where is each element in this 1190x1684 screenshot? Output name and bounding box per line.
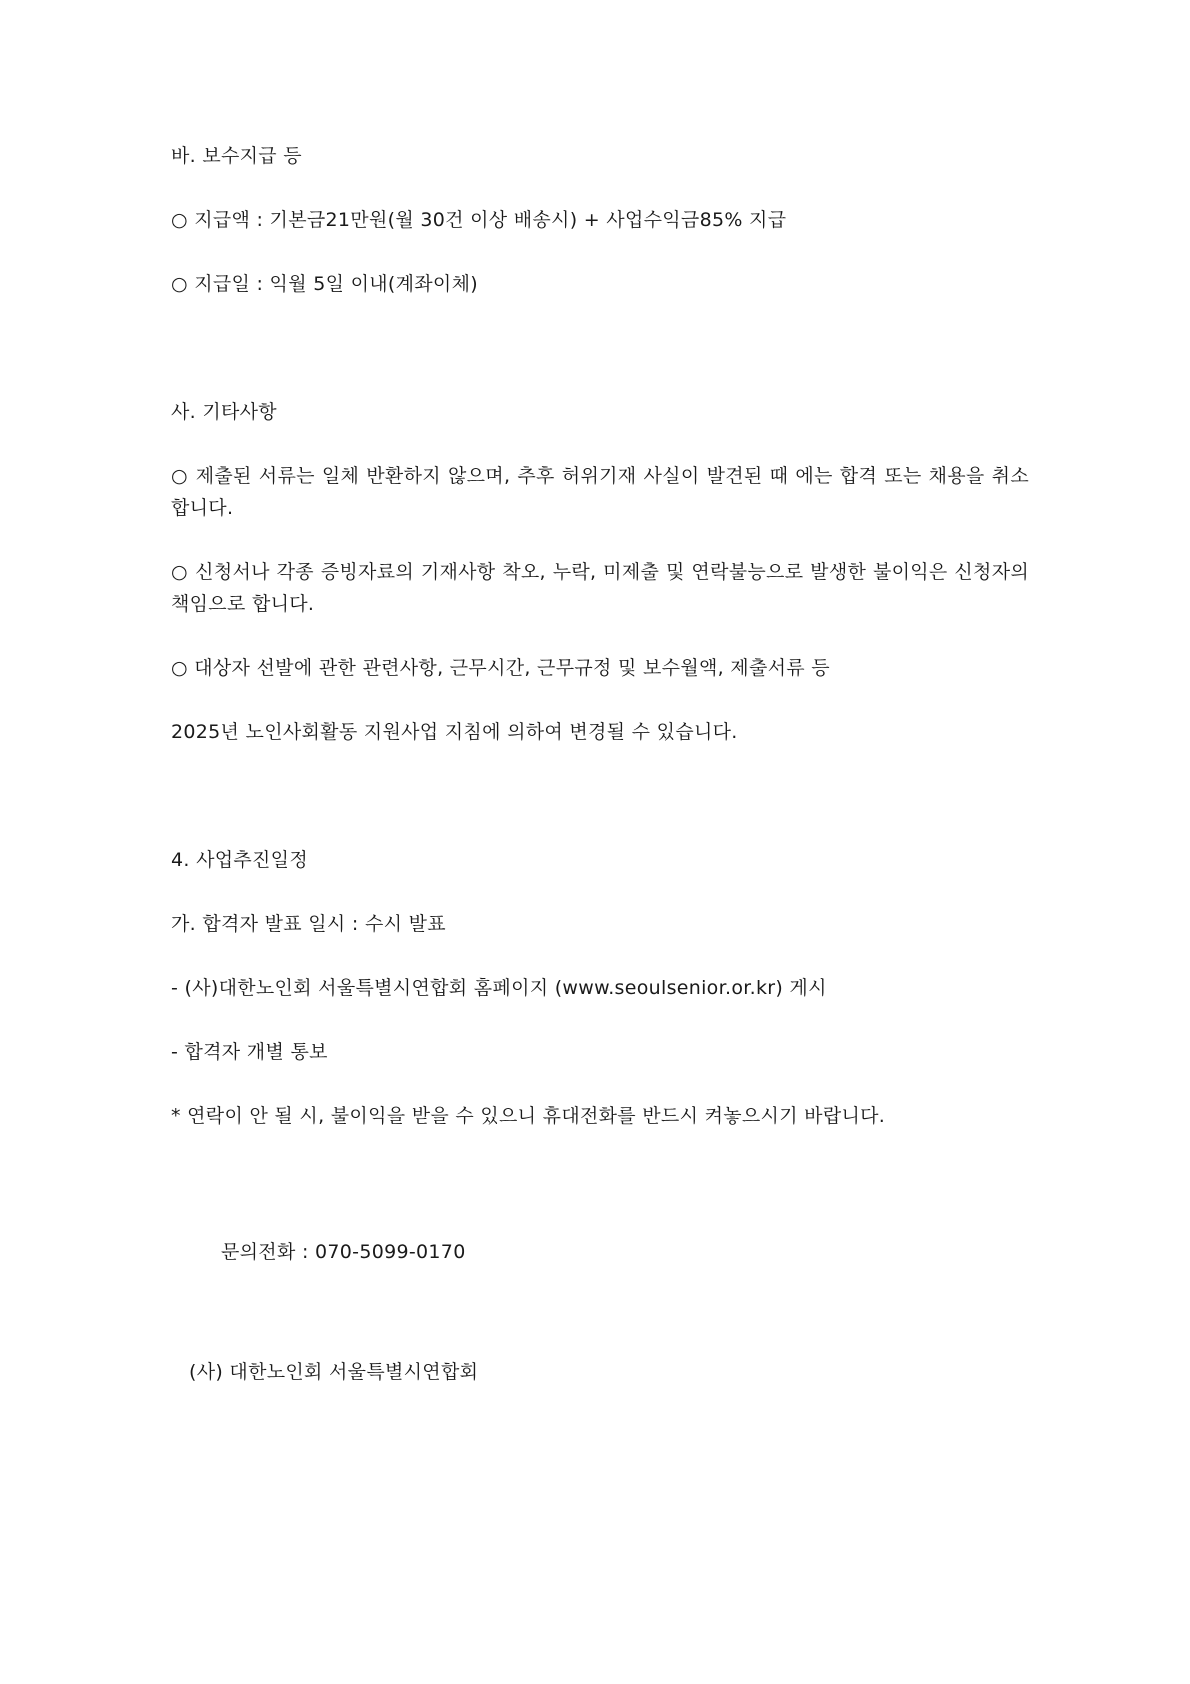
section-4-heading: 4. 사업추진일정 [171,849,308,871]
notice-item-documents: ○ 제출된 서류는 일체 반환하지 않으며, 추후 허위기재 사실이 발견된 때 에는 합격 또는 채용을 취소합니다. [171,465,1029,519]
phone-note: * 연락이 안 될 시, 불이익을 받을 수 있으니 휴대전화를 반드시 켜놓으시기 바랍니다. [171,1105,886,1127]
section-ba-heading: 바. 보수지급 등 [171,145,302,167]
announce-schedule: 가. 합격자 발표 일시 : 수시 발표 [171,913,446,935]
contact-phone: 문의전화 : 070-5099-0170 [221,1241,466,1263]
section-sa-heading: 사. 기타사항 [171,401,277,423]
notice-item-changes-cont: 2025년 노인사회활동 지원사업 지침에 의하여 변경될 수 있습니다. [171,721,738,743]
notice-item-changes: ○ 대상자 선발에 관한 관련사항, 근무시간, 근무규정 및 보수월액, 제출서류 등 [171,657,830,679]
website-posting: - (사)대한노인회 서울특별시연합회 홈페이지 (www.seoulsenior.or.kr) 게시 [171,977,827,999]
individual-notice: - 합격자 개별 통보 [171,1041,328,1063]
pay-amount-item: ○ 지급액 : 기본금21만원(월 30건 이상 배송시) + 사업수익금85% 지급 [171,209,787,231]
organization-name: (사) 대한노인회 서울특별시연합회 [189,1361,479,1383]
pay-date-item: ○ 지급일 : 익월 5일 이내(계좌이체) [171,273,478,295]
notice-item-responsibility: ○ 신청서나 각종 증빙자료의 기재사항 착오, 누락, 미제출 및 연락불능으로 발생한 불이익은 신청자의 책임으로 합니다. [171,561,1029,615]
